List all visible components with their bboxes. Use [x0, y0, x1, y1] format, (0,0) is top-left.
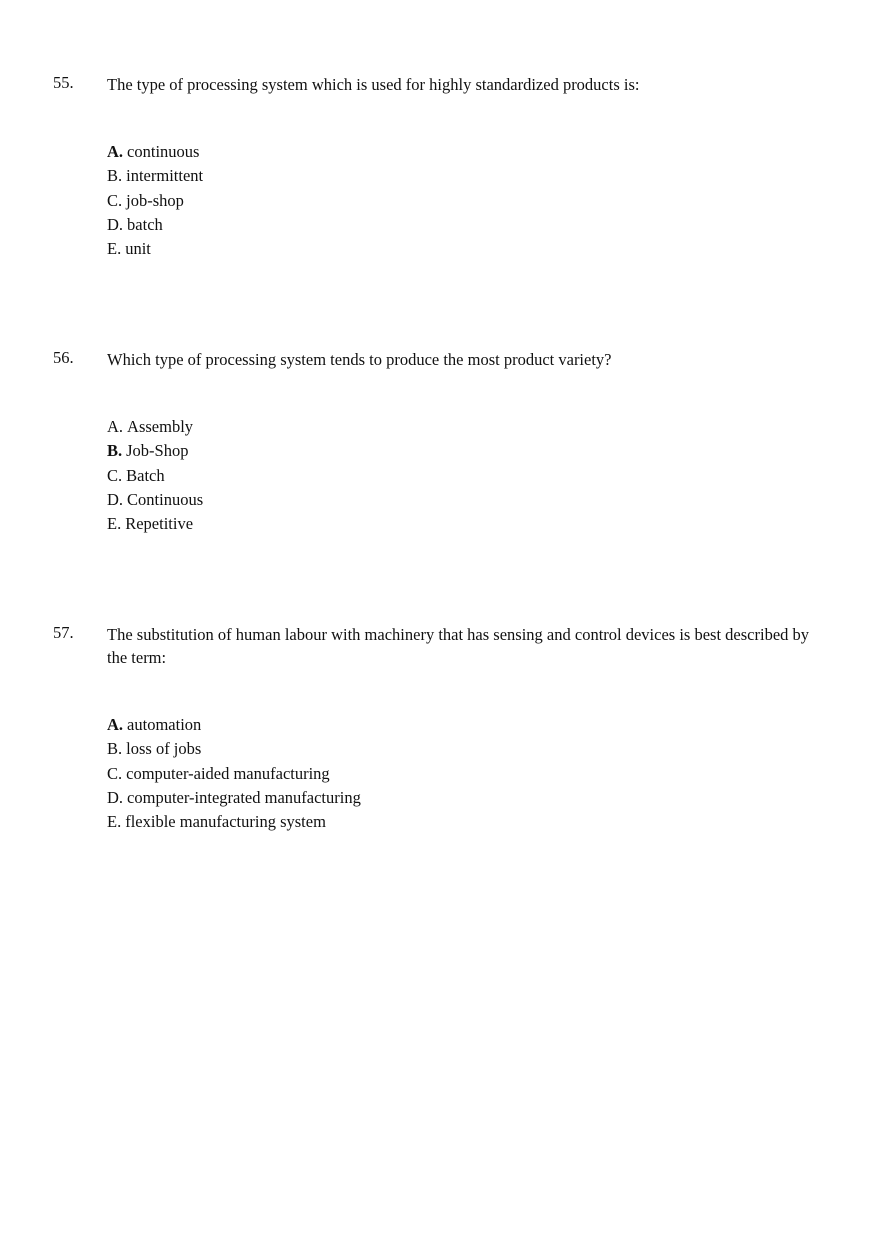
option-text: job-shop [126, 190, 184, 210]
option-letter: C. [107, 763, 123, 783]
question-text: The substitution of human labour with machinery that has sensing and control devices is best described by the term: [107, 625, 810, 667]
option-c [107, 762, 361, 786]
option-letter: C. [107, 190, 123, 210]
option-e [107, 237, 203, 261]
option-letter: E. [107, 514, 122, 534]
option-text: intermittent [126, 166, 204, 186]
question-number: 55. [53, 73, 74, 92]
option-letter: E. [107, 812, 122, 832]
option-text: loss of jobs [126, 739, 202, 759]
option-letter: B. [107, 739, 123, 759]
option-text: computer-integrated manufacturing [127, 787, 361, 807]
option-e [107, 512, 203, 536]
option-text: automation [127, 715, 202, 734]
question-number: 57. [53, 623, 74, 642]
question-text: Which type of processing system tends to produce the most product variety? [107, 350, 612, 369]
option-text: Job-Shop [126, 441, 189, 461]
option-letter: E. [107, 239, 122, 259]
option-letter: D. [107, 787, 124, 807]
question-number: 56. [53, 348, 74, 367]
option-text: flexible manufacturing system [125, 812, 326, 832]
answer-options [107, 415, 203, 536]
option-letter: A. [107, 417, 124, 436]
option-b [107, 164, 203, 188]
option-letter: A. [107, 142, 124, 161]
option-text: batch [127, 214, 163, 234]
option-c [107, 189, 203, 213]
option-text: Repetitive [125, 514, 194, 534]
answer-options [107, 713, 361, 834]
option-letter: B. [107, 166, 123, 186]
option-letter: C. [107, 465, 123, 485]
option-a [107, 713, 361, 737]
option-text: unit [125, 239, 151, 259]
option-letter: D. [107, 489, 124, 509]
answer-options [107, 140, 203, 261]
option-letter: B. [107, 441, 123, 461]
option-letter: A. [107, 715, 124, 734]
option-b [107, 737, 361, 761]
option-text: computer-aided manufacturing [126, 763, 330, 783]
option-b [107, 439, 203, 463]
option-text: continuous [127, 142, 200, 161]
option-a [107, 415, 203, 439]
option-letter: D. [107, 214, 124, 234]
option-c [107, 464, 203, 488]
option-d [107, 488, 203, 512]
option-d [107, 786, 361, 810]
option-a [107, 140, 203, 164]
option-text: Continuous [127, 489, 204, 509]
option-text: Assembly [127, 417, 194, 436]
option-text: Batch [126, 465, 165, 485]
option-e [107, 810, 361, 834]
option-d [107, 213, 203, 237]
question-text: The type of processing system which is used for highly standardized products is: [107, 75, 640, 94]
